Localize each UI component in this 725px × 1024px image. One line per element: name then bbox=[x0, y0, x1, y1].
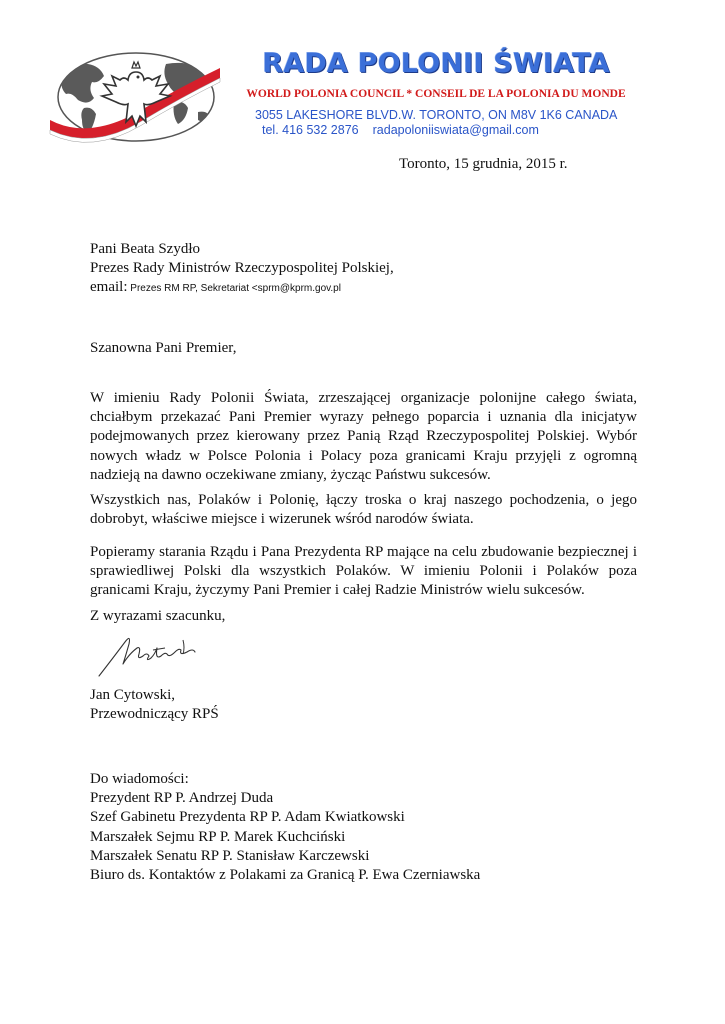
recipient-position: Prezes Rady Ministrów Rzeczypospolitej Polskiej, bbox=[90, 260, 394, 276]
cc-list bbox=[90, 770, 480, 885]
cc-item: Prezydent RP P. Andrzej Duda bbox=[90, 790, 274, 807]
eagle-globe-logo-icon bbox=[48, 50, 223, 145]
recipient-email-line bbox=[90, 278, 394, 298]
handwritten-signature-icon bbox=[95, 628, 215, 683]
cc-item: Marszałek Senatu RP P. Stanisław Karczewski bbox=[90, 847, 370, 864]
organization-title: RADA POLONII ŚWIATA bbox=[262, 48, 610, 79]
salutation: Szanowna Pani Premier, bbox=[90, 340, 237, 356]
organization-email: radapoloniiswiata@gmail.com bbox=[372, 123, 539, 137]
recipient-name: Pani Beata Szydło bbox=[90, 241, 200, 257]
signer-block bbox=[90, 686, 219, 724]
cc-item: Marszałek Sejmu RP P. Marek Kuchciński bbox=[90, 828, 346, 845]
cc-item: Szef Gabinetu Prezydenta RP P. Adam Kwiatkowski bbox=[90, 809, 405, 826]
cc-item: Biuro ds. Kontaktów z Polakami za Granicą P. Ewa Czerniawska bbox=[90, 867, 481, 884]
recipient-block bbox=[90, 240, 394, 298]
organization-subtitle: WORLD POLONIA COUNCIL * CONSEIL DE LA POLONIA DU MONDE bbox=[246, 88, 626, 100]
body-paragraph: Wszystkich nas, Polaków i Polonię, łączy troska o kraj naszego pochodzenia, o jego dobrobyt, właściwe miejsce i wizerunek wśród narodów świata. bbox=[90, 492, 637, 528]
signer-name: Jan Cytowski, bbox=[90, 687, 176, 703]
body-paragraph: W imieniu Rady Polonii Świata, zrzeszającej organizacje polonijne całego świata, chciałbym przekazać Pani Premier wyrazy pełnego poparcia i uznania dla inicjatyw podejmowanych przez kierowany przez Panią Rząd Rzeczypospolitej Polskiej. Wybór nowych władz w Polsce Polonia i Polacy poza granicami Kraju przyjęli z ogromną nadzieją na dawno oczekiwane zmiany, życząc Państwu sukcesów. bbox=[90, 390, 637, 483]
closing-phrase: Z wyrazami szacunku, bbox=[90, 608, 226, 624]
letter-date: Toronto, 15 grudnia, 2015 r. bbox=[399, 156, 568, 172]
organization-address: 3055 LAKESHORE BLVD.W. TORONTO, ON M8V 1K6 CANADA bbox=[255, 108, 618, 122]
recipient-email-label: email: bbox=[90, 279, 128, 295]
organization-contact bbox=[262, 123, 539, 137]
body-paragraph: Popieramy starania Rządu i Pana Prezydenta RP mające na celu zbudowanie bezpiecznej i sprawiedliwej Polski dla wszystkich Polaków. W imieniu Polonii i Polaków poza granicami Kraju, życzymy Pani Premier i całej Radzie Ministrów wielu sukcesów. bbox=[90, 544, 637, 599]
cc-heading: Do wiadomości: bbox=[90, 771, 189, 787]
organization-phone: tel. 416 532 2876 bbox=[262, 123, 359, 137]
recipient-email-value: Prezes RM RP, Sekretariat <sprm@kprm.gov.pl bbox=[127, 283, 341, 294]
signer-title: Przewodniczący RPŚ bbox=[90, 706, 219, 722]
